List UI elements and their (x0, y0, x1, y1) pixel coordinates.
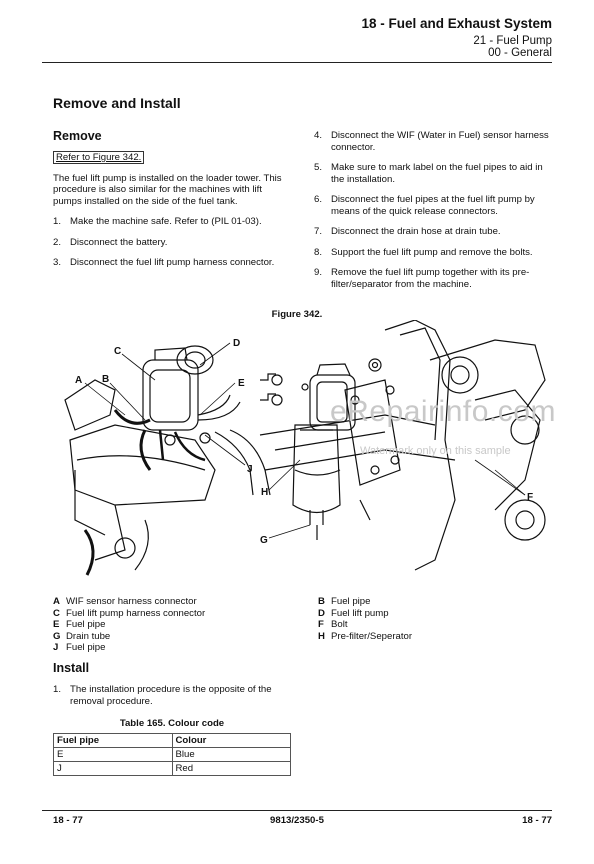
install-section (53, 661, 298, 716)
table-header-row (54, 734, 291, 748)
list-item: 2. Disconnect the battery. (53, 236, 168, 248)
legend-item: D Fuel lift pump (318, 607, 389, 619)
watermark-text: eRepairinfo.com (330, 395, 556, 428)
page-title: Remove and Install (53, 95, 181, 111)
subsection-subtitle: 00 - General (488, 47, 552, 59)
remove-steps-right (314, 130, 552, 290)
callout-label: D (233, 338, 241, 349)
table-header: Fuel pipe (54, 734, 173, 748)
header-rule (42, 62, 552, 63)
watermark-subtext: Watermark only on this sample (360, 445, 511, 457)
footer-doc-number: 9813/2350-5 (270, 815, 324, 826)
table-cell: Red (172, 762, 291, 776)
list-item: 4. Disconnect the WIF (Water in Fuel) sensor harness connector. (314, 130, 549, 153)
table-cell: E (54, 748, 173, 762)
table-caption: Table 165. Colour code (119, 718, 225, 729)
legend-item: C Fuel lift pump harness connector (53, 607, 206, 619)
legend-item: J Fuel pipe (53, 642, 106, 653)
section-subtitle: 21 - Fuel Pump (473, 35, 552, 47)
callout-label: H (261, 487, 269, 498)
legend-item: E Fuel pipe (53, 619, 106, 630)
table-cell: J (54, 762, 173, 776)
table-header: Colour (172, 734, 291, 748)
chapter-title: 18 - Fuel and Exhaust System (361, 16, 552, 31)
legend-item: H Pre-filter/Seperator (318, 630, 413, 642)
table-row (54, 748, 291, 762)
callout-label: B (102, 374, 110, 385)
remove-steps-left (53, 216, 293, 269)
remove-heading: Remove (53, 129, 102, 143)
install-steps (53, 684, 298, 707)
list-item: 9. Remove the fuel lift pump together with its pre-filter/separator from the machine. (314, 267, 530, 290)
list-item: 5. Make sure to mark label on the fuel pipes to aid in the installation. (314, 162, 543, 185)
colour-code-table (53, 733, 291, 776)
legend-item: F Bolt (318, 619, 348, 630)
list-item: 1. The installation procedure is the opposite of the removal procedure. (53, 684, 272, 707)
legend-item: G Drain tube (53, 630, 111, 642)
figure-reference-link[interactable]: Refer to Figure 342. (53, 151, 144, 164)
callout-label: J (247, 464, 253, 475)
list-item: 1. Make the machine safe. Refer to (PIL 01-03). (53, 216, 262, 227)
remove-left-column (53, 129, 293, 278)
callout-label: C (114, 346, 122, 357)
figure-title: Figure 342. (271, 309, 323, 320)
remove-right-column (314, 130, 552, 299)
callout-label: A (75, 375, 83, 386)
table-cell: Blue (172, 748, 291, 762)
callout-leaders (85, 343, 525, 538)
install-heading: Install (53, 661, 90, 675)
footer-page-right: 18 - 77 (522, 815, 552, 826)
footer-page-left: 18 - 77 (53, 815, 83, 826)
list-item: 8. Support the fuel lift pump and remove the bolts. (314, 246, 533, 258)
legend-right (318, 596, 548, 642)
callout-label: E (238, 378, 245, 389)
callout-label: G (260, 535, 268, 546)
list-item: 7. Disconnect the drain hose at drain tube. (314, 226, 501, 237)
list-item: 3. Disconnect the fuel lift pump harness connector. (53, 257, 275, 268)
legend-item: B Fuel pipe (318, 596, 371, 607)
list-item: 6. Disconnect the fuel pipes at the fuel lift pump by means of the quick release connectors. (314, 194, 535, 217)
remove-intro: The fuel lift pump is installed on the loader tower. This procedure is also similar for the machines with lift pumps installed on the side of the fuel tank. (53, 172, 282, 207)
table-row (54, 762, 291, 776)
footer-rule (42, 810, 552, 811)
legend-left (53, 596, 293, 654)
callout-label: F (527, 492, 534, 503)
legend-item: A WIF sensor harness connector (53, 596, 197, 607)
